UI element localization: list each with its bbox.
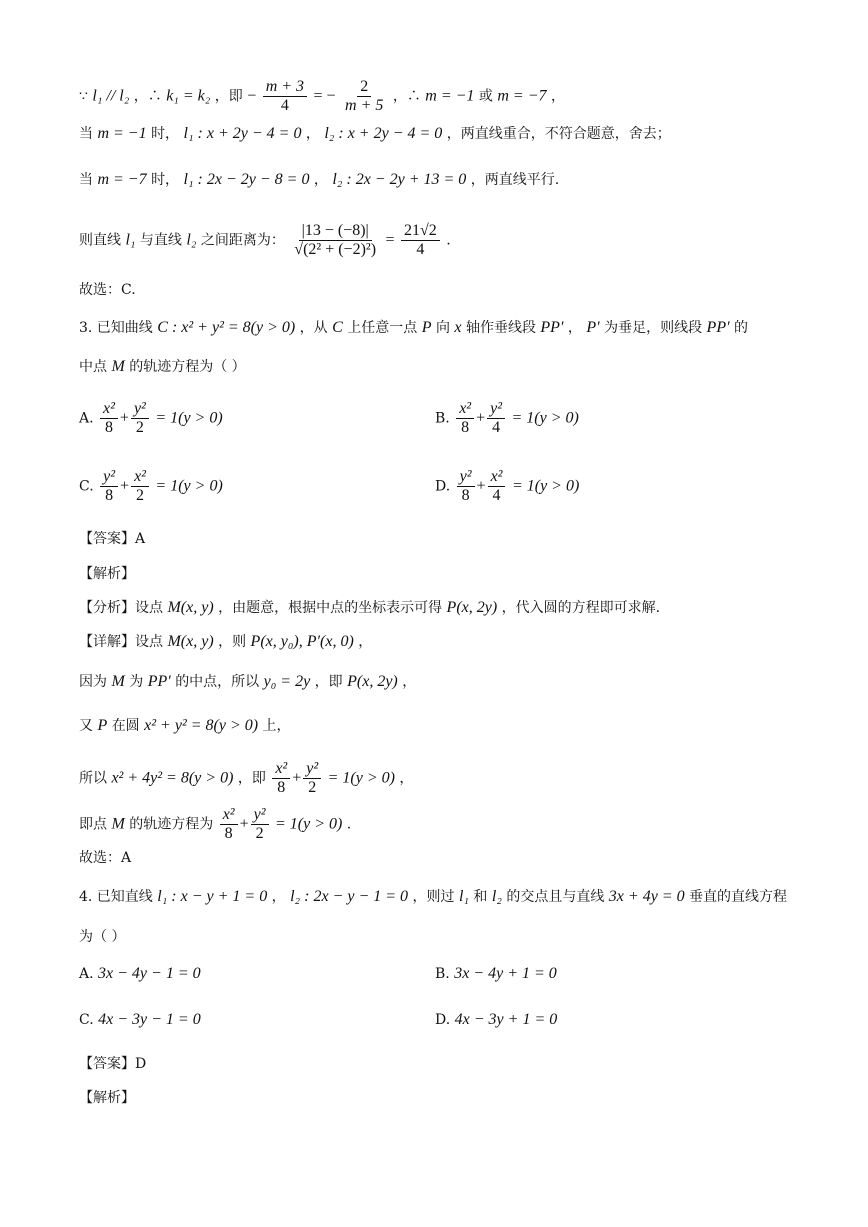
option-equation: 4x − 3y + 1 = 0 bbox=[454, 1011, 558, 1028]
denominator: 4 bbox=[492, 487, 501, 504]
result-fraction bbox=[401, 222, 440, 259]
period: . bbox=[446, 232, 451, 249]
point-m-coord: M(x, y) bbox=[167, 633, 214, 650]
question-4-number: 4. 已知直线 bbox=[79, 889, 153, 905]
analysis-line bbox=[79, 598, 660, 618]
points-p-coords: P(x, y₀), P′(x, 0) bbox=[250, 633, 354, 650]
circle-equation: x² + y² = 8(y > 0) bbox=[144, 717, 259, 734]
l2-symbol: l₂ bbox=[491, 888, 502, 905]
text-with-line: 与直线 bbox=[139, 232, 182, 249]
case-m-minus-7-line bbox=[79, 170, 559, 190]
when-text: 当 bbox=[79, 172, 93, 188]
distance-line bbox=[79, 222, 451, 259]
numerator: y² bbox=[131, 400, 149, 419]
text-perpendicular: 垂直的直线方程 bbox=[689, 889, 788, 905]
numerator: x² bbox=[100, 400, 118, 419]
conclusion-text: ，两直线平行. bbox=[470, 172, 560, 188]
denominator: 2 bbox=[255, 825, 264, 842]
text-namely: ，即 bbox=[237, 770, 266, 787]
therefore-text: ，∴ bbox=[133, 88, 162, 105]
answer-4: 【答案】D bbox=[79, 1056, 147, 1072]
because-midpoint-line bbox=[79, 672, 416, 692]
y0-equation: y₀ = 2y bbox=[263, 673, 311, 690]
denominator: 2 bbox=[135, 419, 144, 436]
case-m-minus-1-line bbox=[79, 124, 671, 144]
point-m-coord: M(x, y) bbox=[167, 599, 214, 616]
comma: ， bbox=[402, 674, 417, 690]
because-symbol: ∵ bbox=[79, 88, 88, 105]
x-symbol: x bbox=[454, 319, 462, 336]
text-because: 因为 bbox=[79, 674, 107, 690]
option-label: A. bbox=[79, 410, 94, 427]
time-text: 时， bbox=[151, 126, 180, 142]
denominator: 8 bbox=[461, 419, 470, 436]
option-equation: 3x − 4y + 1 = 0 bbox=[454, 965, 557, 982]
m-value-2: m = −7 bbox=[497, 87, 547, 105]
when-text: 当 bbox=[79, 126, 93, 142]
option-label: D. bbox=[435, 478, 451, 495]
distance-fraction bbox=[291, 222, 379, 259]
line-l2-equation: l₂ : 2x − 2y + 13 = 0 bbox=[332, 171, 467, 188]
numerator: y² bbox=[487, 400, 505, 419]
analysis-text: ，由题意，根据中点的坐标表示可得 bbox=[218, 600, 443, 616]
denominator: 8 bbox=[224, 825, 233, 842]
numerator: y² bbox=[251, 806, 269, 825]
option-d[interactable]: D. $\frac{\text{y²}}{8}$ + $\frac{\text{x²}}{4}$ = 1(y > 0) bbox=[435, 468, 580, 504]
l2-symbol: l₂ bbox=[186, 231, 197, 249]
fraction-b bbox=[342, 78, 386, 115]
option-label: A. bbox=[79, 966, 94, 982]
slope-equality: k₁ = k₂ bbox=[166, 87, 211, 105]
text-axis-perpendicular: 轴作垂线段 bbox=[465, 320, 536, 336]
result-numerator: 21√2 bbox=[401, 222, 440, 241]
analysis-4-heading: 【解析】 bbox=[79, 1090, 135, 1106]
text-toward: 向 bbox=[435, 320, 450, 336]
option-tail: = 1(y > 0) bbox=[511, 477, 580, 495]
or-text: 或 bbox=[478, 88, 493, 105]
text-then-line: 则直线 bbox=[79, 232, 121, 249]
m-value: m = −1 bbox=[97, 125, 147, 142]
text-is: 为 bbox=[129, 674, 144, 690]
distance-denominator: √(2² + (−2)²) bbox=[294, 241, 377, 258]
point-m-symbol: M bbox=[111, 358, 125, 375]
text-namely: ，即 bbox=[314, 674, 343, 690]
numerator: y² bbox=[457, 468, 475, 487]
curve-c-symbol: C bbox=[332, 319, 343, 336]
numerator: y² bbox=[100, 468, 118, 487]
question-4-line-2: 为（ ） bbox=[79, 929, 126, 945]
text-distance: 之间距离为： bbox=[200, 232, 285, 249]
line-l1-equation: l₁ : 2x − 2y − 8 = 0 bbox=[183, 171, 310, 188]
choose-c-line: 故选：C. bbox=[79, 282, 136, 298]
comma: ， bbox=[399, 770, 414, 787]
numerator: y² bbox=[303, 760, 321, 779]
option-tail: = 1(y > 0) bbox=[155, 409, 223, 427]
period: . bbox=[346, 816, 352, 833]
q4-option-a[interactable] bbox=[79, 965, 201, 983]
text-upon: 上， bbox=[262, 718, 291, 734]
text-trajectory-is: 的轨迹方程为 bbox=[129, 816, 214, 833]
answer-3: 【答案】A bbox=[79, 531, 146, 547]
numerator: x² bbox=[220, 806, 238, 825]
analysis-label: 【分析】设点 bbox=[79, 600, 163, 616]
p-on-circle-line bbox=[79, 716, 291, 736]
therefore-text-2: ，∴ bbox=[392, 88, 421, 105]
line-l2-equation: l₂ : 2x − y − 1 = 0 bbox=[290, 888, 409, 905]
q4-option-c[interactable] bbox=[79, 1011, 201, 1029]
trajectory-result-line: 即点 M 的轨迹方程为 $\frac{\text{x²}}{8}$ + $\frac{\text{y²}}{2}$ = 1(y > 0) . bbox=[79, 806, 352, 842]
m-value: m = −7 bbox=[97, 171, 147, 188]
comma: ， bbox=[358, 634, 373, 650]
text-on-circle: 在圆 bbox=[111, 718, 140, 734]
option-tail: = 1(y > 0) bbox=[155, 477, 223, 495]
detail-label: 【详解】设点 bbox=[79, 634, 163, 650]
distance-numerator: |13 − (−8)| bbox=[299, 222, 372, 241]
comma: ， bbox=[550, 88, 565, 105]
text-then-through: ，则过 bbox=[412, 889, 455, 905]
option-label: D. bbox=[435, 1012, 451, 1028]
curve-equation: C : x² + y² = 8(y > 0) bbox=[157, 319, 296, 336]
option-equation: 4x − 3y − 1 = 0 bbox=[98, 1011, 201, 1028]
substituted-equation: x² + 4y² = 8(y > 0) bbox=[111, 769, 234, 787]
option-label: C. bbox=[79, 478, 94, 495]
q4-option-b[interactable] bbox=[435, 965, 557, 983]
reference-line: 3x + 4y = 0 bbox=[608, 888, 685, 905]
result-denominator: 4 bbox=[416, 241, 425, 258]
parallel-expression: l₁ // l₂ bbox=[92, 87, 130, 105]
fraction-a bbox=[263, 78, 307, 115]
question-3-line-1 bbox=[79, 318, 748, 338]
denominator: 8 bbox=[461, 487, 470, 504]
namely-text: ，即 bbox=[214, 88, 243, 105]
denominator: 2 bbox=[308, 779, 317, 796]
option-tail: = 1(y > 0) bbox=[511, 409, 579, 427]
line-l1-equation: l₁ : x − y + 1 = 0 bbox=[157, 888, 268, 905]
option-c[interactable]: C. $\frac{\text{y²}}{8}$ + $\frac{\text{x²}}{2}$ = 1(y > 0) bbox=[79, 468, 223, 504]
foot-p-prime: P′ bbox=[586, 319, 600, 336]
numerator: x² bbox=[456, 400, 474, 419]
analysis-3-heading: 【解析】 bbox=[79, 566, 135, 582]
comma: ， bbox=[313, 172, 328, 188]
analysis-text-end: ，代入圆的方程即可求解. bbox=[501, 600, 661, 616]
choose-a-line: 故选：A bbox=[79, 850, 132, 866]
option-equation: 3x − 4y − 1 = 0 bbox=[98, 965, 201, 982]
question-3-line-2 bbox=[79, 357, 246, 377]
denominator: 2 bbox=[136, 487, 145, 504]
numerator: x² bbox=[488, 468, 506, 487]
numerator: x² bbox=[272, 760, 290, 779]
conclusion-text: ，两直线重合，不符合题意，舍去； bbox=[446, 126, 671, 142]
numerator: x² bbox=[131, 468, 149, 487]
line-l2-equation: l₂ : x + 2y − 4 = 0 bbox=[324, 125, 443, 142]
denominator: 8 bbox=[277, 779, 286, 796]
equals-sign: = bbox=[385, 231, 395, 249]
line-l1-equation: l₁ : x + 2y − 4 = 0 bbox=[183, 125, 302, 142]
comma: ， bbox=[567, 320, 582, 336]
text-any-point: 上任意一点 bbox=[347, 320, 418, 336]
detail-line bbox=[79, 632, 372, 652]
text-then: ，则 bbox=[218, 634, 247, 650]
fraction-b-numerator: 2 bbox=[357, 78, 371, 97]
denominator: 8 bbox=[104, 419, 113, 436]
text-point: 即点 bbox=[79, 816, 107, 833]
segment-pp: PP′ bbox=[147, 673, 171, 690]
option-label: C. bbox=[79, 1012, 94, 1028]
option-b[interactable]: B. $\frac{\text{x²}}{8}$ + $\frac{\text{y²}}{4}$ = 1(y > 0) bbox=[435, 400, 579, 436]
option-label: B. bbox=[435, 410, 450, 427]
question-3-number: 3. 已知曲线 bbox=[79, 320, 153, 336]
time-text: 时， bbox=[151, 172, 180, 188]
so-equation-line: 所以 x² + 4y² = 8(y > 0) ，即 $\frac{\text{x²}}{8}$ + $\frac{\text{y²}}{2}$ = 1(y > 0) ， bbox=[79, 760, 414, 796]
equation-tail: = 1(y > 0) bbox=[327, 769, 395, 787]
text-intersection: 的交点且与直线 bbox=[506, 889, 605, 905]
text-and: 和 bbox=[473, 889, 488, 905]
text-midpoint: 中点 bbox=[79, 359, 107, 375]
parallel-condition-line: ∵ l₁ // l₂ ，∴ k₁ = k₂ ，即 − $\frac{m + 3}{4}$ = − $\frac{2}{m + 5}$ ，∴ m = −1 或 m = −7 ， bbox=[79, 78, 565, 114]
text-of: 的 bbox=[734, 320, 749, 336]
l1-symbol: l₁ bbox=[125, 231, 136, 249]
fraction-a-denominator: 4 bbox=[280, 97, 289, 114]
text-also: 又 bbox=[79, 718, 93, 734]
comma: ， bbox=[305, 126, 320, 142]
point-p-coord: P(x, 2y) bbox=[347, 673, 398, 690]
equals-minus: = − bbox=[313, 87, 336, 105]
point-m-symbol: M bbox=[111, 673, 125, 690]
text-midpoint-so: 的中点，所以 bbox=[175, 674, 260, 690]
fraction-a-numerator: m + 3 bbox=[263, 78, 307, 97]
denominator: 8 bbox=[105, 487, 114, 504]
point-p-symbol: P bbox=[421, 319, 432, 336]
equation-tail: = 1(y > 0) bbox=[274, 815, 343, 833]
segment-pp-2: PP′ bbox=[706, 319, 730, 336]
text-from: ，从 bbox=[299, 320, 328, 336]
option-label: B. bbox=[435, 966, 450, 982]
fraction-b-denominator: m + 5 bbox=[345, 97, 384, 114]
point-p-coord: P(x, 2y) bbox=[446, 599, 498, 616]
text-trajectory: 的轨迹方程为（ ） bbox=[129, 359, 246, 375]
text-foot: 为垂足，则线段 bbox=[604, 320, 703, 336]
option-a[interactable]: A. $\frac{\text{x²}}{8}$ + $\frac{\text{y²}}{2}$ = 1(y > 0) bbox=[79, 400, 223, 436]
point-m-symbol: M bbox=[111, 815, 125, 833]
l1-symbol: l₁ bbox=[458, 888, 469, 905]
denominator: 4 bbox=[492, 419, 501, 436]
m-value-1: m = −1 bbox=[425, 87, 475, 105]
text-so: 所以 bbox=[79, 770, 107, 787]
comma: ， bbox=[271, 889, 286, 905]
question-4-line-1 bbox=[79, 887, 787, 907]
point-p-symbol: P bbox=[97, 717, 108, 734]
q4-option-d[interactable] bbox=[435, 1011, 557, 1029]
segment-pp: PP′ bbox=[540, 319, 564, 336]
